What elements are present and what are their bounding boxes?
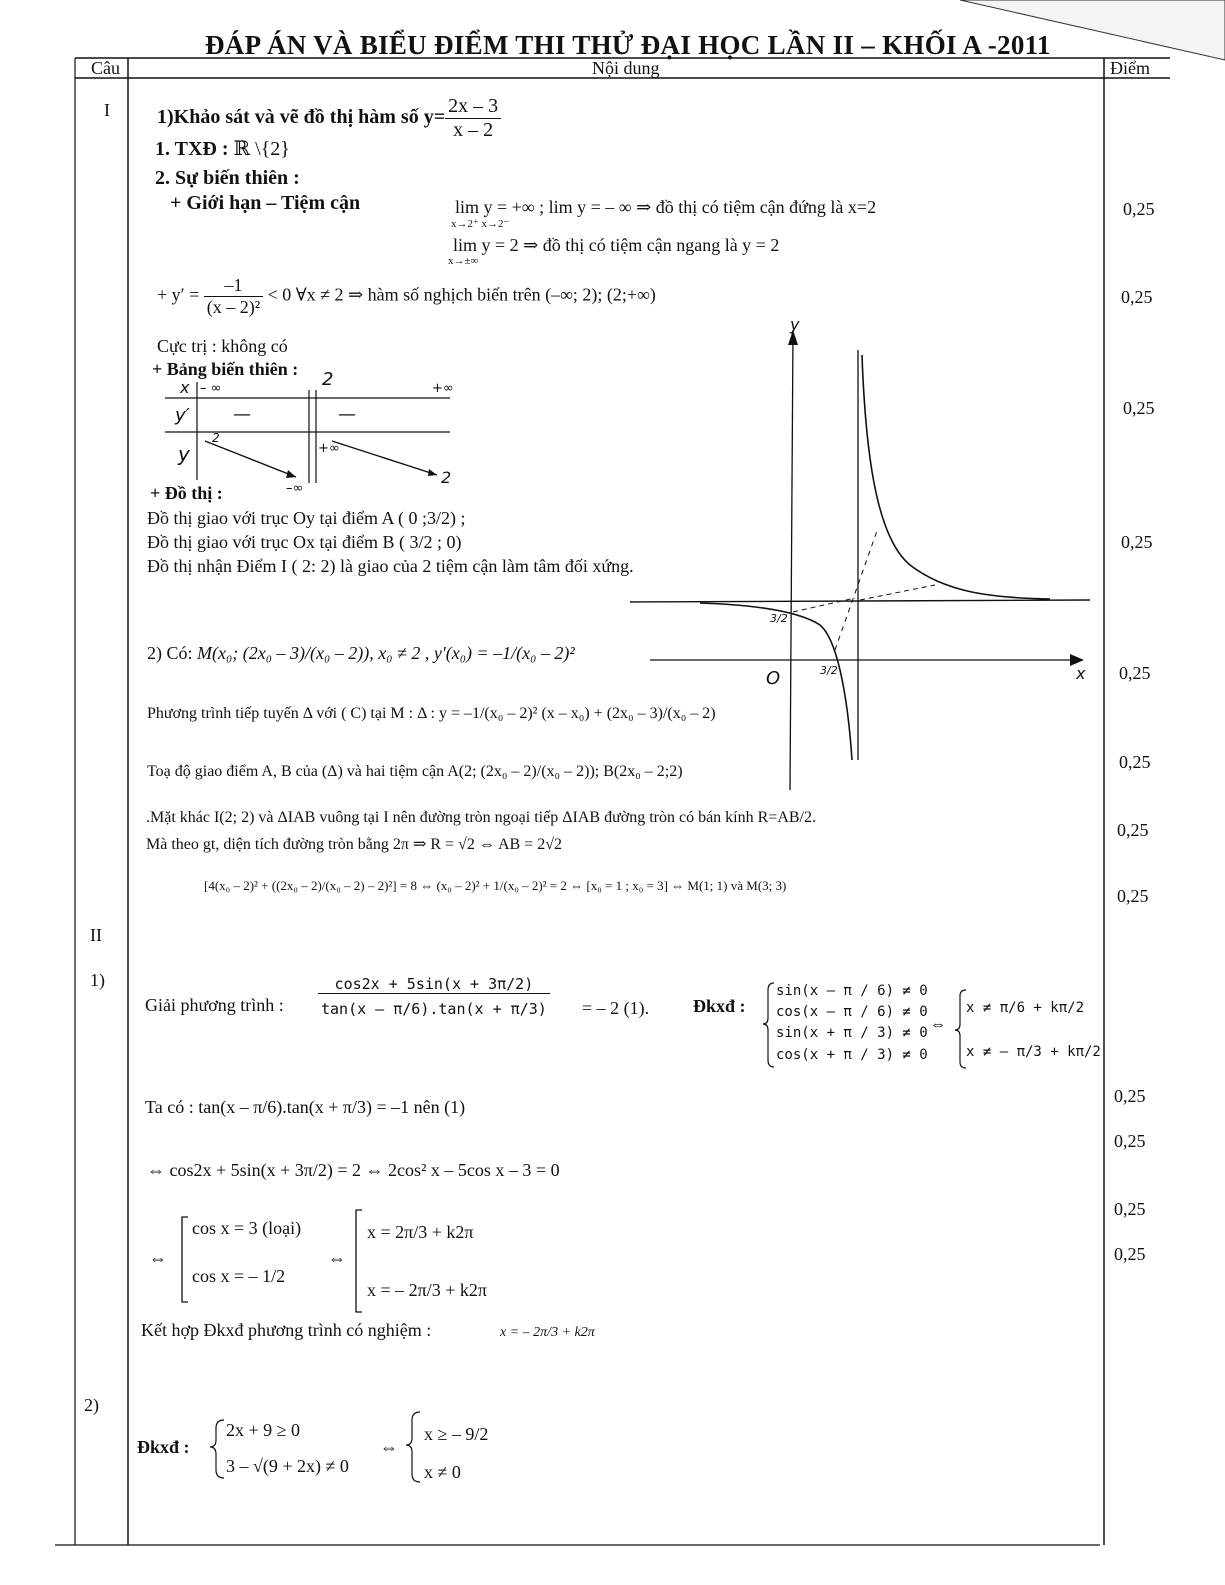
ii1-sol-left-2: cos x = – 1/2: [192, 1266, 286, 1286]
score-12: 0,25: [1114, 1244, 1146, 1264]
header-diem: Điểm: [1110, 58, 1150, 78]
score-4: 0,25: [1121, 532, 1153, 552]
bbt-neg-inf: – ∞: [200, 381, 222, 396]
row-label-II-1: 1): [90, 970, 105, 990]
ii2-dk-left-2: 3 – √(9 + 2x) ≠ 0: [226, 1456, 349, 1476]
score-5: 0,25: [1119, 663, 1151, 683]
score-7: 0,25: [1117, 820, 1149, 840]
tangent-equation: Phương trình tiếp tuyến Δ với ( C) tại M : Δ : y = –1/(x₀ – 2)² (x – x₀) + (2x₀ – 3)/(x₀ – 2): [147, 705, 716, 722]
bbt-yprime-label: y′: [175, 405, 190, 426]
derivative-line: + y′ = $\frac{-1}{\text{(x – 2)²}}$ < 0 ∀x ≠ 2 ⇒ hàm số nghịch biến trên (–∞; 2); (2;+∞): [157, 275, 656, 317]
limit-vertical: lim y = +∞ ; lim y = – ∞ ⇒ đồ thị có tiệm cận đứng là x=2: [455, 197, 877, 217]
ii1-dk-equiv: ⇔: [930, 1016, 946, 1033]
ii2-dkxd-label: Đkxđ :: [137, 1437, 190, 1457]
bbt-y-pinf: +∞: [318, 441, 340, 456]
score-1: 0,25: [1123, 199, 1155, 219]
bbt-pos-inf: +∞: [432, 381, 454, 396]
header-noi-dung: Nội dung: [592, 58, 660, 78]
bbt-minus-1: —: [233, 404, 251, 425]
score-10: 0,25: [1114, 1131, 1146, 1151]
task-1-heading: 1)Khảo sát và vẽ đồ thị hàm số y= $\frac{2x - 3}{x - 2}$: [157, 95, 501, 142]
score-11: 0,25: [1114, 1199, 1146, 1219]
bbt-x-label: x: [180, 378, 190, 397]
graph-desc-symmetry: Đồ thị nhận Điểm I ( 2: 2) là giao của 2 tiệm cận làm tâm đối xứng.: [147, 556, 634, 576]
graph-x-label: x: [1076, 664, 1086, 683]
graph-x-tick: 3/2: [820, 664, 838, 677]
bbt-y-two: 2: [212, 431, 220, 445]
graph-y-tick: 3/2: [770, 612, 788, 625]
bien-thien-heading: 2. Sự biến thiên :: [155, 167, 300, 189]
bbt-heading: + Bảng biến thiên :: [152, 359, 299, 379]
gioi-han-heading: + Giới hạn – Tiệm cận: [170, 192, 361, 214]
do-thi-heading: + Đồ thị :: [150, 483, 223, 503]
ii1-equiv-1: ⇔: [149, 1248, 167, 1268]
score-9: 0,25: [1114, 1086, 1146, 1106]
ii1-sol-left-1: cos x = 3 (loại): [192, 1218, 302, 1238]
score-2: 0,25: [1121, 287, 1153, 307]
ii1-sol-right-1: x = 2π/3 + k2π: [367, 1222, 474, 1242]
solution-equation: [4(x₀ – 2)² + ((2x₀ – 2)/(x₀ – 2) – 2)²] = 8 ⇔ (x₀ – 2)² + 1/(x₀ – 2)² = 2 ⇔ [x₀ = 1 ; x₀ = 3] ⇔ M(1; 1) và M(3; 3): [204, 878, 787, 893]
graph-desc-oy: Đồ thị giao với trục Oy tại điểm A ( 0 ;3/2) ;: [147, 508, 466, 528]
ii1-final-solution: x = – 2π/3 + k2π: [500, 1325, 595, 1340]
row-label-I: I: [104, 100, 110, 120]
ii1-eq-rhs: = – 2 (1).: [582, 998, 650, 1018]
ii1-sol-right-2: x = – 2π/3 + k2π: [367, 1280, 487, 1300]
ii2-equiv: ⇔: [380, 1437, 398, 1457]
bbt-y-ninf: –∞: [286, 481, 304, 496]
limit-horizontal: lim y = 2 ⇒ đồ thị có tiệm cận ngang là y = 2: [453, 235, 780, 255]
bbt-two: 2: [322, 369, 334, 390]
ii1-equiv-2: ⇔: [328, 1248, 346, 1268]
score-8: 0,25: [1117, 886, 1149, 906]
intersection-points: Toạ độ giao điểm A, B của (Δ) và hai tiệm cận A(2; (2x₀ – 2)/(x₀ – 2)); B(2x₀ – 2;2): [147, 763, 683, 780]
bbt-y-two-b: 2: [441, 468, 452, 487]
ii1-dk-result-1: x ≠ π/6 + kπ/2: [966, 1000, 1085, 1016]
ii2-dk-left-1: 2x + 9 ≥ 0: [226, 1420, 301, 1440]
cuc-tri: Cực trị : không có: [157, 336, 288, 356]
area-condition: Mà theo gt, diện tích đường tròn bằng 2π ⇒ R = √2 ⇔ AB = 2√2: [146, 836, 562, 853]
txd-line: 1. TXĐ : ℝ \{2}: [155, 138, 290, 160]
row-label-II: II: [90, 925, 102, 945]
graph-desc-ox: Đồ thị giao với trục Ox tại điểm B ( 3/2 ; 0): [147, 532, 462, 552]
ii2-dk-right-1: x ≥ – 9/2: [424, 1424, 489, 1444]
score-6: 0,25: [1119, 752, 1151, 772]
graph-y-label: y: [790, 315, 800, 334]
ii1-ket-hop: Kết hợp Đkxđ phương trình có nghiệm :: [141, 1320, 432, 1340]
ii1-eq2: ⇔ cos2x + 5sin(x + 3π/2) = 2 ⇔ 2cos² x – 5cos x – 3 = 0: [147, 1160, 560, 1180]
ii1-dk-result-2: x ≠ – π/3 + kπ/2: [966, 1044, 1101, 1060]
ii1-giai-label: Giải phương trình :: [145, 995, 284, 1015]
ii1-dk-line-4: cos(x + π / 3) ≠ 0: [776, 1047, 928, 1063]
page-title: ĐÁP ÁN VÀ BIỂU ĐIỂM THI THỬ ĐẠI HỌC LẦN II – KHỐI A -2011: [205, 30, 1051, 60]
ii1-dk-line-3: sin(x + π / 3) ≠ 0: [776, 1025, 928, 1041]
header-cau: Câu: [91, 58, 120, 78]
row-label-II-2: 2): [84, 1395, 99, 1415]
part2-given: 2) Có: M(x₀; (2x₀ – 3)/(x₀ – 2)), x₀ ≠ 2 , y′(x₀) = –1/(x₀ – 2)²: [147, 643, 575, 663]
graph-origin-label: O: [766, 668, 781, 689]
bbt-y-label: y: [178, 442, 190, 466]
ii1-taco: Ta có : tan(x – π/6).tan(x + π/3) = –1 nên (1): [145, 1097, 466, 1117]
bbt-minus-2: —: [338, 404, 356, 425]
ii1-dkxd-label: Đkxđ :: [693, 996, 746, 1016]
circumcircle-statement: .Mặt khác I(2; 2) và ΔIAB vuông tại I nên đường tròn ngoại tiếp ΔIAB đường tròn có bán kính R=AB/2.: [146, 809, 816, 826]
ii1-dk-line-1: sin(x – π / 6) ≠ 0: [776, 983, 928, 999]
limit-vertical-sub: x→2⁺ x→2⁻: [451, 218, 510, 230]
ii2-dk-right-2: x ≠ 0: [424, 1462, 461, 1482]
limit-horizontal-sub: x→±∞: [448, 255, 479, 267]
ii1-main-equation: $\frac{\cos 2x + 5\sin(x + 3\pi/2)}{\tan(x - \pi/6).\tan(x + \pi/3)}$: [318, 975, 550, 1018]
ii1-dk-line-2: cos(x – π / 6) ≠ 0: [776, 1004, 928, 1020]
score-3: 0,25: [1123, 398, 1155, 418]
